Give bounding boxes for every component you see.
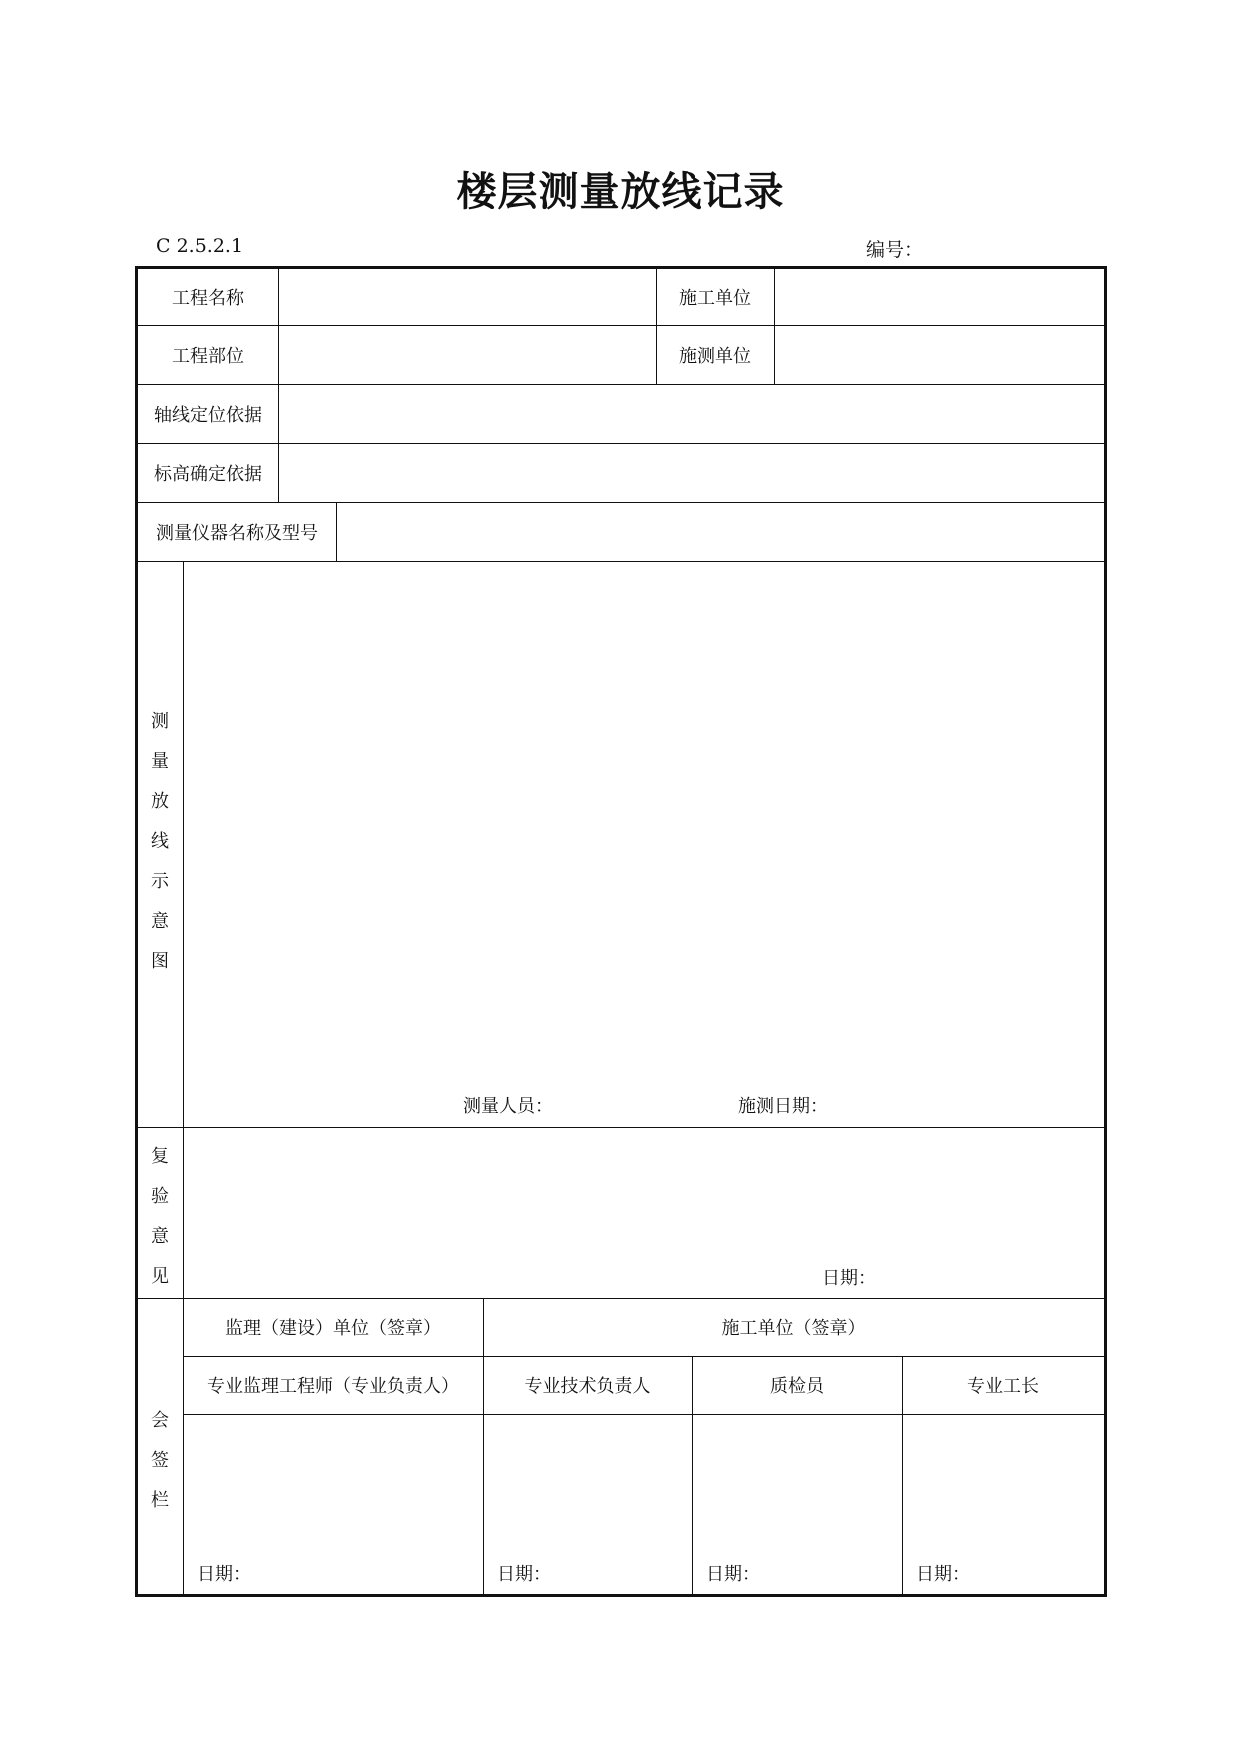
col-divider [278,443,279,502]
foreman-date-label: 日期： [916,1564,970,1585]
sign-side-label: 会 签 栏 [151,1410,169,1511]
number-label: 编号： [866,239,924,261]
tech-lead-date-label: 日期： [497,1564,551,1585]
col-divider [278,269,279,443]
supervision-unit-header: 监理（建设）单位（签章） [225,1318,441,1339]
elevation-basis-label: 标高确定依据 [154,463,262,485]
col-divider [183,561,184,1594]
tech-lead-header: 专业技术负责人 [524,1376,651,1397]
page-title: 楼层测量放线记录 [456,168,785,215]
inspector-date-label: 日期： [706,1564,760,1585]
col-divider [774,269,775,384]
col-divider [336,502,337,561]
row-divider [138,325,1104,326]
survey-date-label: 施测日期： [738,1096,828,1117]
row-divider [183,1414,1104,1415]
row-divider [138,561,1104,562]
engineer-header: 专业监理工程师（专业负责人） [207,1376,459,1397]
project-part-label: 工程部位 [172,345,244,367]
row-divider [138,384,1104,385]
record-form [135,266,1107,1597]
construction-unit-label: 施工单位 [679,288,751,309]
surveyor-label: 测量人员： [463,1096,553,1117]
engineer-date-label: 日期： [197,1564,251,1585]
review-side-label: 复 验 意 见 [151,1146,169,1287]
review-date-label: 日期： [822,1268,876,1289]
row-divider [138,1127,1104,1128]
axis-basis-label: 轴线定位依据 [154,404,262,426]
construction-unit-header: 施工单位（签章） [721,1318,866,1339]
inspector-header: 质检员 [770,1376,824,1397]
project-name-label: 工程名称 [172,288,244,309]
survey-unit-label: 施测单位 [679,345,751,367]
form-code: C 2.5.2.1 [156,235,244,257]
row-divider [138,443,1104,444]
foreman-header: 专业工长 [967,1376,1039,1397]
instrument-label: 测量仪器名称及型号 [156,522,318,544]
sketch-side-label: 测 量 放 线 示 意 图 [151,711,169,972]
